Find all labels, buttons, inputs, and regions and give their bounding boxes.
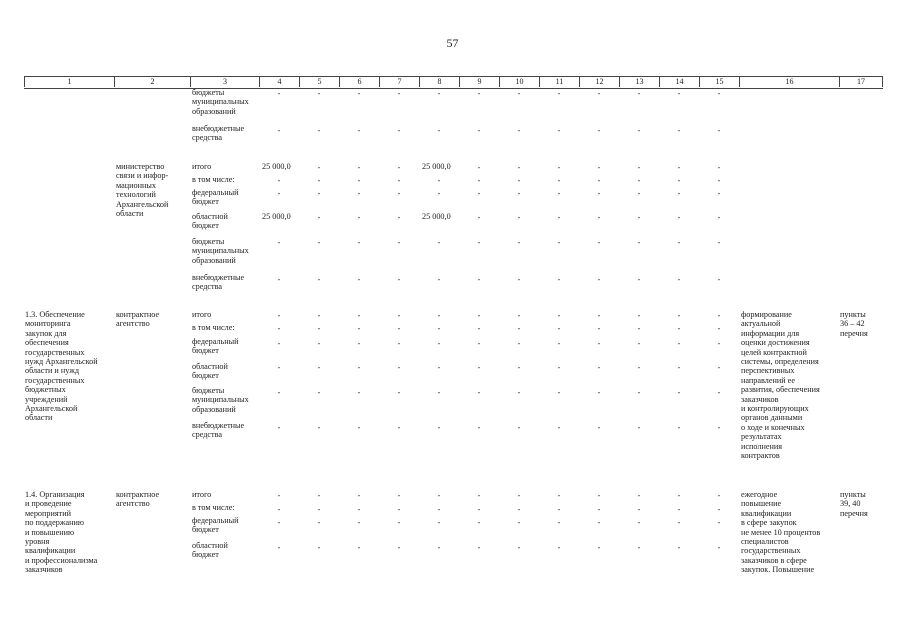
empty-value-dash: - bbox=[477, 491, 481, 500]
empty-value-dash: - bbox=[597, 213, 601, 222]
empty-value-dash: - bbox=[517, 275, 521, 284]
empty-value-dash: - bbox=[677, 324, 681, 333]
header-col-1: 1 bbox=[24, 77, 114, 87]
empty-value-dash: - bbox=[637, 491, 641, 500]
empty-value-dash: - bbox=[517, 238, 521, 247]
empty-value-dash: - bbox=[317, 339, 321, 348]
label-including: в том числе: bbox=[192, 323, 235, 332]
header-col-9: 9 bbox=[459, 77, 499, 87]
empty-value-dash: - bbox=[397, 311, 401, 320]
empty-value-dash: - bbox=[557, 388, 561, 397]
empty-value-dash: - bbox=[717, 275, 721, 284]
empty-value-dash: - bbox=[397, 238, 401, 247]
empty-value-dash: - bbox=[517, 126, 521, 135]
empty-value-dash: - bbox=[357, 126, 361, 135]
empty-value-dash: - bbox=[397, 324, 401, 333]
empty-value-dash: - bbox=[277, 176, 281, 185]
empty-value-dash: - bbox=[357, 388, 361, 397]
empty-value-dash: - bbox=[357, 363, 361, 372]
regional-col4-amount: 25 000,0 bbox=[262, 212, 291, 221]
total-col4-amount: 25 000,0 bbox=[262, 162, 291, 171]
empty-value-dash: - bbox=[357, 505, 361, 514]
label-regional-budget: областной бюджет bbox=[192, 541, 228, 560]
empty-value-dash: - bbox=[277, 311, 281, 320]
table-header-row bbox=[24, 76, 883, 89]
empty-value-dash: - bbox=[517, 176, 521, 185]
empty-value-dash: - bbox=[357, 543, 361, 552]
empty-value-dash: - bbox=[317, 89, 321, 98]
empty-value-dash: - bbox=[677, 176, 681, 185]
empty-value-dash: - bbox=[637, 505, 641, 514]
empty-value-dash: - bbox=[637, 189, 641, 198]
empty-value-dash: - bbox=[277, 491, 281, 500]
empty-value-dash: - bbox=[557, 126, 561, 135]
empty-value-dash: - bbox=[317, 238, 321, 247]
empty-value-dash: - bbox=[437, 518, 441, 527]
empty-value-dash: - bbox=[597, 423, 601, 432]
empty-value-dash: - bbox=[477, 163, 481, 172]
empty-value-dash: - bbox=[357, 238, 361, 247]
empty-value-dash: - bbox=[437, 238, 441, 247]
empty-value-dash: - bbox=[357, 311, 361, 320]
label-regional-budget: областной бюджет bbox=[192, 212, 228, 231]
empty-value-dash: - bbox=[517, 543, 521, 552]
empty-value-dash: - bbox=[397, 423, 401, 432]
empty-value-dash: - bbox=[677, 311, 681, 320]
empty-value-dash: - bbox=[437, 491, 441, 500]
empty-value-dash: - bbox=[437, 388, 441, 397]
empty-value-dash: - bbox=[677, 213, 681, 222]
empty-value-dash: - bbox=[557, 89, 561, 98]
executor-ministry: министерство связи и инфор- мационных технологий Архангельской области bbox=[116, 162, 169, 219]
empty-value-dash: - bbox=[517, 213, 521, 222]
empty-value-dash: - bbox=[597, 324, 601, 333]
empty-value-dash: - bbox=[597, 275, 601, 284]
executor-agency-1-3: контрактное агентство bbox=[116, 310, 160, 329]
regional-col8-amount: 25 000,0 bbox=[422, 212, 451, 221]
item-1-4-result: ежегодное повышение квалификации в сфере закупок не менее 10 процентов специалистов государственных заказчиков в сфере закупок. Повышение bbox=[741, 490, 821, 575]
empty-value-dash: - bbox=[317, 324, 321, 333]
label-municipal-budgets: бюджеты муниципальных образований bbox=[192, 386, 249, 414]
empty-value-dash: - bbox=[517, 518, 521, 527]
empty-value-dash: - bbox=[677, 491, 681, 500]
empty-value-dash: - bbox=[277, 339, 281, 348]
empty-value-dash: - bbox=[477, 311, 481, 320]
empty-value-dash: - bbox=[357, 518, 361, 527]
empty-value-dash: - bbox=[397, 275, 401, 284]
empty-value-dash: - bbox=[437, 126, 441, 135]
empty-value-dash: - bbox=[677, 163, 681, 172]
header-col-7: 7 bbox=[379, 77, 419, 87]
label-extra-budget: внебюджетные средства bbox=[192, 273, 245, 292]
empty-value-dash: - bbox=[437, 324, 441, 333]
empty-value-dash: - bbox=[477, 423, 481, 432]
empty-value-dash: - bbox=[677, 275, 681, 284]
empty-value-dash: - bbox=[597, 126, 601, 135]
label-total: итого bbox=[192, 490, 212, 499]
empty-value-dash: - bbox=[317, 388, 321, 397]
empty-value-dash: - bbox=[477, 89, 481, 98]
empty-value-dash: - bbox=[477, 518, 481, 527]
empty-value-dash: - bbox=[397, 176, 401, 185]
empty-value-dash: - bbox=[557, 518, 561, 527]
empty-value-dash: - bbox=[397, 189, 401, 198]
header-col-6: 6 bbox=[339, 77, 379, 87]
header-col-12: 12 bbox=[579, 77, 619, 87]
empty-value-dash: - bbox=[557, 543, 561, 552]
empty-value-dash: - bbox=[277, 189, 281, 198]
empty-value-dash: - bbox=[437, 176, 441, 185]
empty-value-dash: - bbox=[437, 363, 441, 372]
empty-value-dash: - bbox=[597, 363, 601, 372]
item-1-3-reference: пункты 36 – 42 перечня bbox=[840, 310, 868, 338]
empty-value-dash: - bbox=[317, 505, 321, 514]
empty-value-dash: - bbox=[717, 543, 721, 552]
label-total: итого bbox=[192, 162, 212, 171]
label-federal-budget: федеральный бюджет bbox=[192, 516, 239, 535]
empty-value-dash: - bbox=[277, 388, 281, 397]
label-municipal-budgets: бюджеты муниципальных образований bbox=[192, 237, 249, 265]
empty-value-dash: - bbox=[677, 388, 681, 397]
empty-value-dash: - bbox=[597, 491, 601, 500]
empty-value-dash: - bbox=[397, 213, 401, 222]
label-including: в том числе: bbox=[192, 503, 235, 512]
empty-value-dash: - bbox=[597, 311, 601, 320]
empty-value-dash: - bbox=[557, 275, 561, 284]
empty-value-dash: - bbox=[277, 238, 281, 247]
empty-value-dash: - bbox=[597, 89, 601, 98]
empty-value-dash: - bbox=[597, 505, 601, 514]
empty-value-dash: - bbox=[357, 176, 361, 185]
empty-value-dash: - bbox=[277, 275, 281, 284]
empty-value-dash: - bbox=[357, 213, 361, 222]
empty-value-dash: - bbox=[517, 89, 521, 98]
empty-value-dash: - bbox=[677, 238, 681, 247]
empty-value-dash: - bbox=[717, 213, 721, 222]
empty-value-dash: - bbox=[317, 163, 321, 172]
empty-value-dash: - bbox=[277, 126, 281, 135]
empty-value-dash: - bbox=[717, 388, 721, 397]
empty-value-dash: - bbox=[437, 505, 441, 514]
empty-value-dash: - bbox=[637, 89, 641, 98]
header-col-8: 8 bbox=[419, 77, 459, 87]
empty-value-dash: - bbox=[277, 324, 281, 333]
empty-value-dash: - bbox=[517, 163, 521, 172]
empty-value-dash: - bbox=[637, 388, 641, 397]
empty-value-dash: - bbox=[597, 176, 601, 185]
empty-value-dash: - bbox=[437, 423, 441, 432]
empty-value-dash: - bbox=[317, 126, 321, 135]
executor-agency-1-4: контрактное агентство bbox=[116, 490, 160, 509]
empty-value-dash: - bbox=[357, 163, 361, 172]
empty-value-dash: - bbox=[637, 518, 641, 527]
empty-value-dash: - bbox=[277, 363, 281, 372]
empty-value-dash: - bbox=[277, 543, 281, 552]
empty-value-dash: - bbox=[477, 213, 481, 222]
empty-value-dash: - bbox=[317, 363, 321, 372]
empty-value-dash: - bbox=[477, 176, 481, 185]
empty-value-dash: - bbox=[277, 89, 281, 98]
empty-value-dash: - bbox=[637, 423, 641, 432]
empty-value-dash: - bbox=[477, 238, 481, 247]
empty-value-dash: - bbox=[477, 505, 481, 514]
empty-value-dash: - bbox=[357, 491, 361, 500]
empty-value-dash: - bbox=[717, 163, 721, 172]
empty-value-dash: - bbox=[317, 518, 321, 527]
empty-value-dash: - bbox=[677, 505, 681, 514]
empty-value-dash: - bbox=[557, 505, 561, 514]
empty-value-dash: - bbox=[317, 176, 321, 185]
total-col8-amount: 25 000,0 bbox=[422, 162, 451, 171]
empty-value-dash: - bbox=[317, 423, 321, 432]
empty-value-dash: - bbox=[557, 163, 561, 172]
empty-value-dash: - bbox=[717, 311, 721, 320]
empty-value-dash: - bbox=[597, 518, 601, 527]
empty-value-dash: - bbox=[517, 311, 521, 320]
empty-value-dash: - bbox=[397, 89, 401, 98]
empty-value-dash: - bbox=[677, 189, 681, 198]
empty-value-dash: - bbox=[557, 176, 561, 185]
header-col-14: 14 bbox=[659, 77, 699, 87]
empty-value-dash: - bbox=[517, 339, 521, 348]
empty-value-dash: - bbox=[397, 388, 401, 397]
empty-value-dash: - bbox=[477, 189, 481, 198]
empty-value-dash: - bbox=[637, 163, 641, 172]
empty-value-dash: - bbox=[717, 238, 721, 247]
empty-value-dash: - bbox=[397, 126, 401, 135]
empty-value-dash: - bbox=[557, 339, 561, 348]
empty-value-dash: - bbox=[397, 163, 401, 172]
empty-value-dash: - bbox=[517, 324, 521, 333]
empty-value-dash: - bbox=[437, 339, 441, 348]
empty-value-dash: - bbox=[597, 189, 601, 198]
empty-value-dash: - bbox=[357, 189, 361, 198]
empty-value-dash: - bbox=[517, 363, 521, 372]
empty-value-dash: - bbox=[597, 163, 601, 172]
empty-value-dash: - bbox=[357, 275, 361, 284]
empty-value-dash: - bbox=[357, 339, 361, 348]
empty-value-dash: - bbox=[357, 324, 361, 333]
item-1-3-title: 1.3. Обеспечение мониторинга закупок для обеспечения государственных нужд Архангельской области и нужд государственных бюджетных учреждений Архангельской области bbox=[25, 310, 98, 423]
empty-value-dash: - bbox=[397, 491, 401, 500]
empty-value-dash: - bbox=[717, 518, 721, 527]
empty-value-dash: - bbox=[437, 311, 441, 320]
empty-value-dash: - bbox=[637, 543, 641, 552]
header-col-3: 3 bbox=[190, 77, 259, 87]
empty-value-dash: - bbox=[677, 126, 681, 135]
empty-value-dash: - bbox=[677, 518, 681, 527]
empty-value-dash: - bbox=[597, 339, 601, 348]
empty-value-dash: - bbox=[597, 238, 601, 247]
empty-value-dash: - bbox=[717, 126, 721, 135]
empty-value-dash: - bbox=[677, 543, 681, 552]
empty-value-dash: - bbox=[277, 505, 281, 514]
header-col-13: 13 bbox=[619, 77, 659, 87]
header-col-15: 15 bbox=[699, 77, 739, 87]
empty-value-dash: - bbox=[437, 543, 441, 552]
empty-value-dash: - bbox=[437, 275, 441, 284]
empty-value-dash: - bbox=[637, 324, 641, 333]
item-1-4-title: 1.4. Организация и проведение мероприятий по поддержанию и повышению уровня квалификации и профессионализма заказчиков bbox=[25, 490, 98, 575]
empty-value-dash: - bbox=[637, 126, 641, 135]
empty-value-dash: - bbox=[677, 423, 681, 432]
header-col-2: 2 bbox=[114, 77, 190, 87]
empty-value-dash: - bbox=[717, 324, 721, 333]
label-extra-budget: внебюджетные средства bbox=[192, 421, 245, 440]
empty-value-dash: - bbox=[637, 176, 641, 185]
empty-value-dash: - bbox=[357, 423, 361, 432]
empty-value-dash: - bbox=[557, 213, 561, 222]
label-extra-budget: внебюджетные средства bbox=[192, 124, 245, 143]
empty-value-dash: - bbox=[637, 238, 641, 247]
label-federal-budget: федеральный бюджет bbox=[192, 337, 239, 356]
empty-value-dash: - bbox=[317, 275, 321, 284]
empty-value-dash: - bbox=[517, 189, 521, 198]
empty-value-dash: - bbox=[397, 518, 401, 527]
empty-value-dash: - bbox=[637, 311, 641, 320]
empty-value-dash: - bbox=[717, 363, 721, 372]
empty-value-dash: - bbox=[477, 363, 481, 372]
empty-value-dash: - bbox=[437, 89, 441, 98]
empty-value-dash: - bbox=[637, 275, 641, 284]
empty-value-dash: - bbox=[397, 543, 401, 552]
empty-value-dash: - bbox=[317, 213, 321, 222]
header-col-5: 5 bbox=[299, 77, 339, 87]
empty-value-dash: - bbox=[557, 324, 561, 333]
empty-value-dash: - bbox=[397, 339, 401, 348]
empty-value-dash: - bbox=[677, 89, 681, 98]
empty-value-dash: - bbox=[317, 543, 321, 552]
empty-value-dash: - bbox=[557, 363, 561, 372]
empty-value-dash: - bbox=[717, 89, 721, 98]
label-regional-budget: областной бюджет bbox=[192, 362, 228, 381]
label-including: в том числе: bbox=[192, 175, 235, 184]
label-municipal-budgets: бюджеты муниципальных образований bbox=[192, 88, 249, 116]
empty-value-dash: - bbox=[357, 89, 361, 98]
empty-value-dash: - bbox=[637, 339, 641, 348]
empty-value-dash: - bbox=[637, 213, 641, 222]
item-1-3-result: формирование актуальной информации для оценки достижения целей контрактной системы, определения перспективных направлений ее развития, обеспечения заказчиков и контролирующих органов данными о ходе и конечных результатах исполнения контрактов bbox=[741, 310, 820, 461]
empty-value-dash: - bbox=[517, 491, 521, 500]
empty-value-dash: - bbox=[557, 423, 561, 432]
empty-value-dash: - bbox=[477, 126, 481, 135]
empty-value-dash: - bbox=[517, 423, 521, 432]
label-federal-budget: федеральный бюджет bbox=[192, 188, 239, 207]
empty-value-dash: - bbox=[317, 189, 321, 198]
empty-value-dash: - bbox=[717, 189, 721, 198]
empty-value-dash: - bbox=[277, 518, 281, 527]
empty-value-dash: - bbox=[557, 189, 561, 198]
empty-value-dash: - bbox=[677, 339, 681, 348]
empty-value-dash: - bbox=[477, 339, 481, 348]
header-col-11: 11 bbox=[539, 77, 579, 87]
empty-value-dash: - bbox=[557, 491, 561, 500]
empty-value-dash: - bbox=[277, 423, 281, 432]
header-col-17: 17 bbox=[839, 77, 883, 87]
empty-value-dash: - bbox=[477, 275, 481, 284]
empty-value-dash: - bbox=[717, 176, 721, 185]
empty-value-dash: - bbox=[717, 423, 721, 432]
empty-value-dash: - bbox=[397, 505, 401, 514]
empty-value-dash: - bbox=[557, 311, 561, 320]
empty-value-dash: - bbox=[397, 363, 401, 372]
item-1-4-reference: пункты 39, 40 перечня bbox=[840, 490, 868, 518]
empty-value-dash: - bbox=[637, 363, 641, 372]
header-col-10: 10 bbox=[499, 77, 539, 87]
empty-value-dash: - bbox=[557, 238, 561, 247]
empty-value-dash: - bbox=[477, 324, 481, 333]
empty-value-dash: - bbox=[477, 543, 481, 552]
empty-value-dash: - bbox=[317, 491, 321, 500]
empty-value-dash: - bbox=[517, 505, 521, 514]
empty-value-dash: - bbox=[717, 339, 721, 348]
empty-value-dash: - bbox=[317, 311, 321, 320]
empty-value-dash: - bbox=[517, 388, 521, 397]
empty-value-dash: - bbox=[437, 189, 441, 198]
label-total: итого bbox=[192, 310, 212, 319]
empty-value-dash: - bbox=[717, 505, 721, 514]
empty-value-dash: - bbox=[597, 388, 601, 397]
empty-value-dash: - bbox=[477, 388, 481, 397]
empty-value-dash: - bbox=[717, 491, 721, 500]
empty-value-dash: - bbox=[597, 543, 601, 552]
header-col-16: 16 bbox=[739, 77, 839, 87]
header-col-4: 4 bbox=[259, 77, 299, 87]
page-number: 57 bbox=[446, 36, 459, 50]
empty-value-dash: - bbox=[677, 363, 681, 372]
